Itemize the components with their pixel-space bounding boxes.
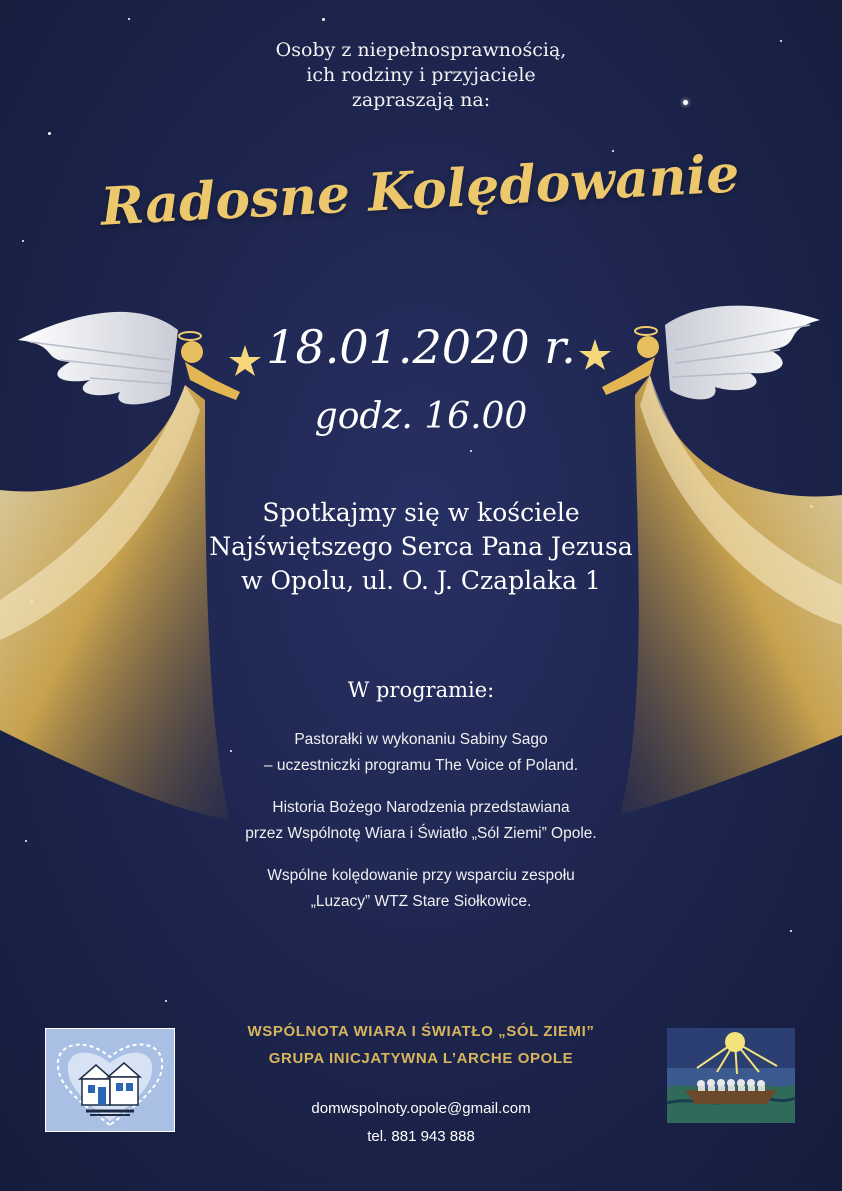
- intro-line: Osoby z niepełnosprawnością,: [275, 39, 567, 61]
- place-line: Najświętszego Serca Pana Jezusa: [209, 532, 633, 561]
- intro-text: [0, 38, 842, 113]
- event-place: [0, 496, 842, 598]
- sky-star: [165, 1000, 167, 1002]
- boat-painting-icon: [667, 1028, 795, 1123]
- program-item-line: „Luzacy” WTZ Stare Siołkowice.: [310, 893, 532, 910]
- event-date: 18.01.2020 r.: [266, 320, 576, 374]
- sky-star: [322, 18, 325, 21]
- event-hour: godz. 16.00: [314, 396, 528, 437]
- program-item: [0, 863, 842, 915]
- contact-phone[interactable]: tel. 881 943 888: [367, 1128, 475, 1145]
- organizer-line: GRUPA INICJATYWNA L’ARCHE OPOLE: [268, 1050, 574, 1067]
- heart-houses-logo-icon: [46, 1029, 174, 1131]
- program-item: [0, 727, 842, 779]
- intro-line: zapraszają na:: [351, 89, 491, 111]
- program-heading: W programie:: [347, 678, 495, 702]
- sky-star: [22, 240, 24, 242]
- sky-star: [48, 132, 51, 135]
- place-line: Spotkajmy się w kościele: [262, 498, 580, 527]
- sky-star: [128, 18, 130, 20]
- program-item-line: przez Wspólnotę Wiara i Światło „Sól Ziemi” Opole.: [245, 825, 597, 842]
- sky-star: [470, 450, 472, 452]
- heart-houses-logo: [45, 1028, 175, 1132]
- program-item-line: Wspólne kolędowanie przy wsparciu zespołu: [267, 867, 575, 884]
- program-item-line: Historia Bożego Narodzenia przedstawiana: [272, 799, 570, 816]
- boat-painting: [667, 1028, 795, 1123]
- event-title: Radosne Kolędowanie: [99, 143, 741, 238]
- place-line: w Opolu, ul. O. J. Czaplaka 1: [241, 566, 601, 595]
- intro-line: ich rodziny i przyjaciele: [306, 64, 536, 86]
- program-item: [0, 795, 842, 847]
- contact-email[interactable]: domwspolnoty.opole@gmail.com: [311, 1100, 531, 1117]
- program-item-line: Pastorałki w wykonaniu Sabiny Sago: [294, 731, 548, 748]
- program-item-line: – uczestniczki programu The Voice of Poland.: [263, 757, 579, 774]
- organizer-line: WSPÓLNOTA WIARA I ŚWIATŁO „SÓL ZIEMI”: [247, 1023, 595, 1040]
- program-list: [0, 727, 842, 931]
